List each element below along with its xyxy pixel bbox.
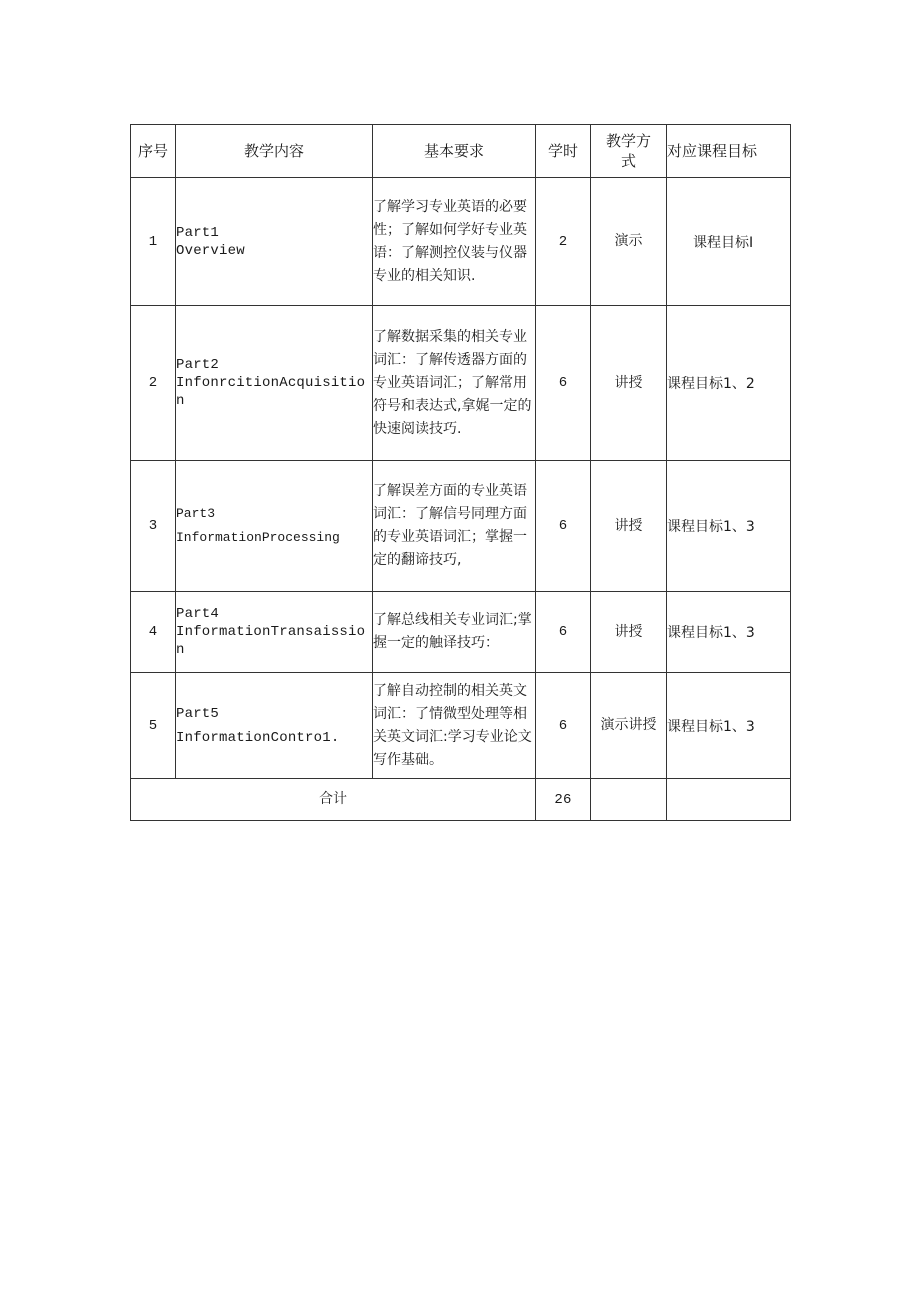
row-no: 5 [131, 673, 176, 779]
row-no: 1 [131, 178, 176, 306]
table-row [131, 592, 791, 673]
row-requirement: 了解学习专业英语的必要性；了解如何学好专业英语：了解测控仪装与仪器专业的相关知识. [373, 178, 536, 306]
total-hours: 26 [536, 779, 591, 821]
row-goal: 课程目标1、3 [667, 461, 791, 592]
row-title: Overview [176, 242, 245, 259]
row-content [176, 592, 373, 673]
table-row [131, 306, 791, 461]
table-row [131, 461, 791, 592]
row-method: 演示讲授 [591, 673, 667, 779]
total-method-empty [591, 779, 667, 821]
row-goal: 课程目标1、3 [667, 592, 791, 673]
row-hours: 6 [536, 592, 591, 673]
row-part: Part5 [176, 705, 220, 722]
row-part: Part1 [176, 224, 220, 241]
total-label: 合计 [131, 779, 536, 821]
row-requirement: 了解数据采集的相关专业词汇：了解传透器方面的专业英语词汇；了解常用符号和表达式,拿娓一定的快速阅读技巧. [373, 306, 536, 461]
row-content [176, 178, 373, 306]
row-requirement: 了解误差方面的专业英语词汇：了解信号同理方面的专业英语词汇；掌握一定的翻谛技巧, [373, 461, 536, 592]
header-no: 序号 [131, 125, 176, 178]
row-requirement: 了觪自动控制的相关英文词汇：了情微型处理等相关英文词汇:学习专业论文写作基础。 [373, 673, 536, 779]
row-no: 2 [131, 306, 176, 461]
row-requirement: 了解总线相关专业词汇;掌握一定的触译技巧： [373, 592, 536, 673]
row-content [176, 461, 373, 592]
total-goal-empty [667, 779, 791, 821]
row-goal: 课程目标I [667, 178, 791, 306]
header-requirement: 基本要求 [373, 125, 536, 178]
row-title: InformationTransaission [176, 624, 366, 658]
row-title: InfonrcitionAcquisition [176, 375, 366, 409]
row-method: 讲授 [591, 592, 667, 673]
row-no: 3 [131, 461, 176, 592]
row-hours: 6 [536, 673, 591, 779]
row-method: 讲授 [591, 306, 667, 461]
row-title: InformationProcessing [176, 530, 340, 545]
header-content: 教学内容 [176, 125, 373, 178]
row-hours: 6 [536, 306, 591, 461]
row-method: 讲授 [591, 461, 667, 592]
row-part: Part3 [176, 506, 216, 521]
row-content [176, 306, 373, 461]
row-part: Part2 [176, 357, 220, 373]
header-method: 教学方式 [591, 125, 667, 178]
table-row [131, 178, 791, 306]
row-part: Part4 [176, 606, 220, 622]
header-goal: 对应课程目标 [667, 125, 791, 178]
row-no: 4 [131, 592, 176, 673]
header-hours: 学时 [536, 125, 591, 178]
row-title: InformationContro1. [176, 729, 340, 746]
row-method: 演示 [591, 178, 667, 306]
row-goal: 课程目标1、3 [667, 673, 791, 779]
row-goal: 课程目标1、2 [667, 306, 791, 461]
table-row [131, 673, 791, 779]
row-content [176, 673, 373, 779]
row-hours: 6 [536, 461, 591, 592]
course-table [130, 124, 791, 821]
total-row [131, 779, 791, 821]
header-row [131, 125, 791, 178]
row-hours: 2 [536, 178, 591, 306]
